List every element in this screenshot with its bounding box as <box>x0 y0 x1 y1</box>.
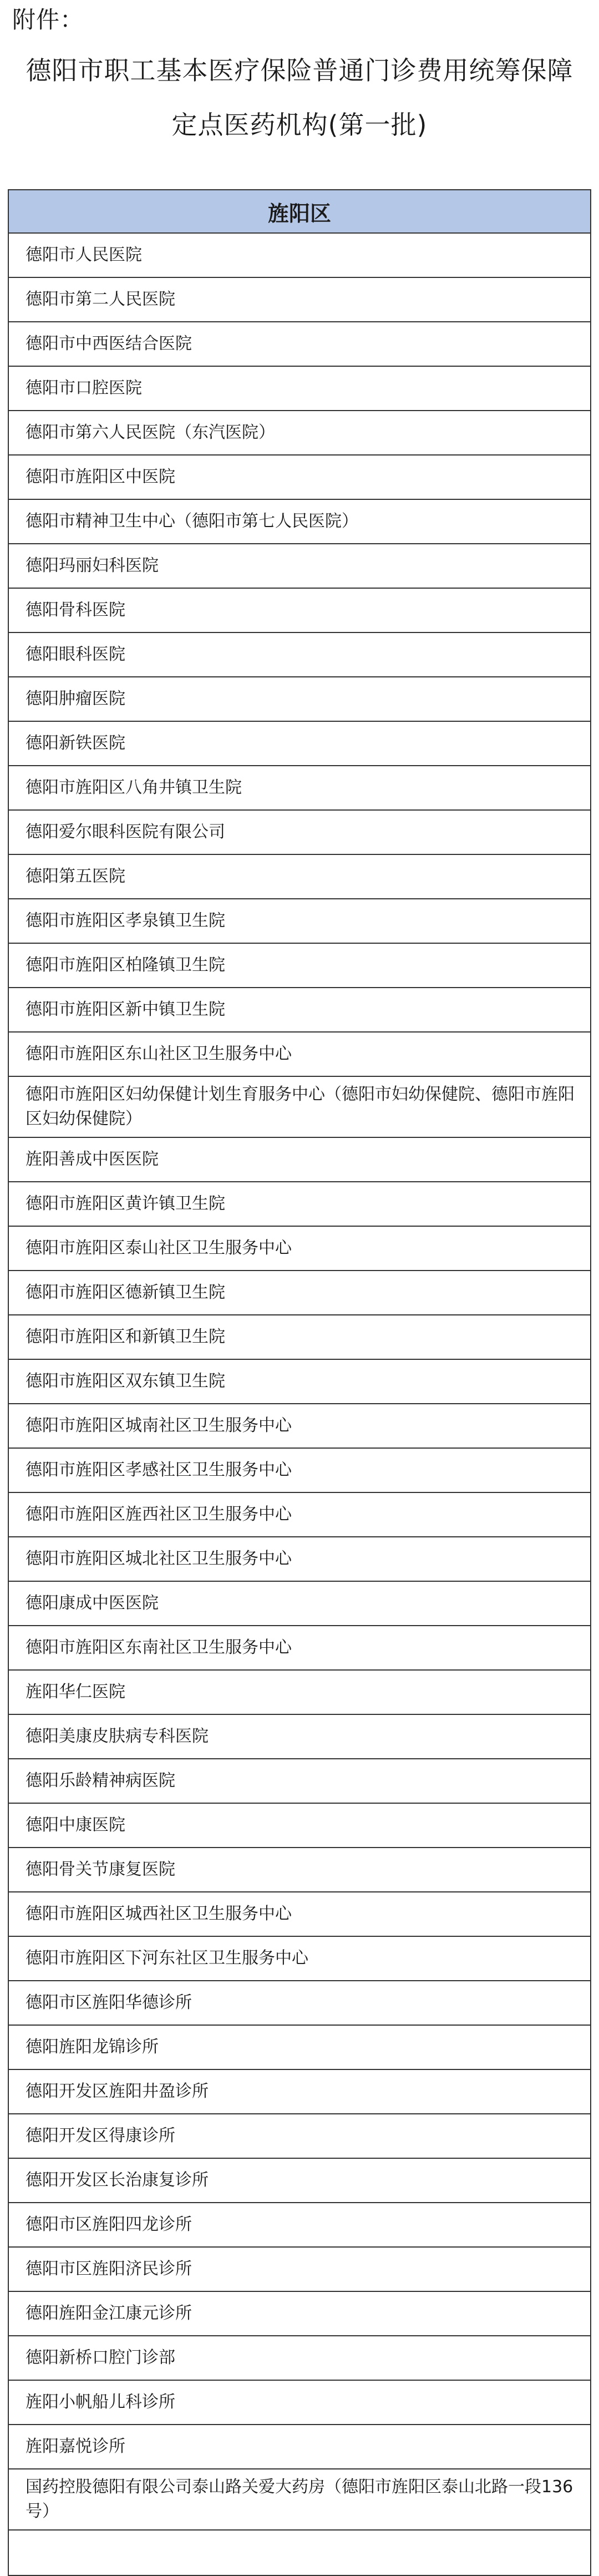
institution-name: 德阳新铁医院 <box>26 733 125 753</box>
institution-name: 德阳市旌阳区东南社区卫生服务中心 <box>26 1638 292 1657</box>
institution-name: 德阳骨关节康复医院 <box>26 1860 175 1879</box>
institution-name: 德阳市旌阳区泰山社区卫生服务中心 <box>26 1238 292 1258</box>
table-row <box>9 1449 590 1493</box>
institution-name: 德阳市区旌阳四龙诊所 <box>26 2215 192 2234</box>
document-title-line-1: 德阳市职工基本医疗保险普通门诊费用统筹保障 <box>26 55 573 85</box>
institution-name: 旌阳小帆船儿科诊所 <box>26 2392 175 2412</box>
table-row <box>9 544 590 589</box>
institution-name: 德阳市旌阳区中医院 <box>26 467 175 487</box>
institution-name: 德阳市旌阳区柏隆镇卫生院 <box>26 955 225 975</box>
table-row <box>9 2114 590 2159</box>
table-row <box>9 2336 590 2381</box>
table-row <box>9 677 590 722</box>
institution-name: 德阳美康皮肤病专科医院 <box>26 1727 209 1746</box>
institution-name: 德阳市旌阳区城南社区卫生服务中心 <box>26 1416 292 1435</box>
institution-name: 德阳市旌阳区城北社区卫生服务中心 <box>26 1549 292 1568</box>
institution-name: 德阳市旌阳区城西社区卫生服务中心 <box>26 1904 292 1924</box>
table-row <box>9 500 590 544</box>
institution-name: 德阳市旌阳区下河东社区卫生服务中心 <box>26 1949 308 1968</box>
institution-name: 德阳市旌阳区黄许镇卫生院 <box>26 1194 225 1213</box>
institution-name: 德阳市第六人民医院（东汽医院） <box>26 423 275 442</box>
table-row <box>9 1138 590 1182</box>
table-row <box>9 2026 590 2070</box>
table-row <box>9 944 590 988</box>
institution-name: 德阳市旌阳区旌西社区卫生服务中心 <box>26 1505 292 1524</box>
institution-name: 德阳第五医院 <box>26 867 125 886</box>
institution-name: 德阳市区旌阳济民诊所 <box>26 2259 192 2279</box>
table-row <box>9 2248 590 2292</box>
table-row <box>9 1582 590 1626</box>
institution-name: 德阳肿瘤医院 <box>26 689 125 708</box>
table-row <box>9 278 590 322</box>
institution-name: 德阳爱尔眼科医院有限公司 <box>26 822 225 842</box>
institution-name: 德阳市旌阳区双东镇卫生院 <box>26 1371 225 1391</box>
table-row <box>9 1227 590 1271</box>
table-row <box>9 2425 590 2469</box>
institution-name: 德阳市口腔医院 <box>26 378 142 398</box>
institution-name: 德阳乐龄精神病医院 <box>26 1771 175 1790</box>
institution-name: 德阳开发区长治康复诊所 <box>26 2170 209 2190</box>
table-row <box>9 722 590 766</box>
document-title <box>0 43 599 152</box>
table-row <box>9 855 590 899</box>
institution-name: 德阳旌阳金江康元诊所 <box>26 2304 192 2323</box>
table-row <box>9 2203 590 2248</box>
table-row <box>9 322 590 367</box>
institution-table <box>8 189 591 2576</box>
institution-name: 德阳市中西医结合医院 <box>26 334 192 353</box>
institution-name: 德阳市旌阳区和新镇卫生院 <box>26 1327 225 1347</box>
institution-name: 德阳市旌阳区孝泉镇卫生院 <box>26 911 225 930</box>
table-header-district: 旌阳区 <box>9 190 590 234</box>
institution-name: 德阳新桥口腔门诊部 <box>26 2348 175 2367</box>
table-row <box>9 1404 590 1449</box>
institution-name: 德阳市旌阳区东山社区卫生服务中心 <box>26 1044 292 1064</box>
table-row <box>9 2070 590 2114</box>
institution-name: 旌阳华仁医院 <box>26 1682 125 1702</box>
institution-name: 德阳市人民医院 <box>26 245 142 265</box>
table-row <box>9 589 590 633</box>
institution-name: 国药控股德阳有限公司泰山路关爱大药房（德阳市旌阳区泰山北路一段136号） <box>26 2477 573 2521</box>
table-row <box>9 1315 590 1360</box>
table-row <box>9 1759 590 1804</box>
table-row <box>9 2531 590 2575</box>
table-row <box>9 1493 590 1537</box>
institution-name: 德阳眼科医院 <box>26 645 125 664</box>
institution-name: 德阳市旌阳区八角井镇卫生院 <box>26 778 242 797</box>
table-row <box>9 633 590 677</box>
table-row <box>9 1077 590 1138</box>
institution-name: 德阳市区旌阳华德诊所 <box>26 1993 192 2012</box>
institution-name: 德阳市旌阳区妇幼保健计划生育服务中心（德阳市妇幼保健院、德阳市旌阳区妇幼保健院） <box>26 1085 575 1128</box>
table-row <box>9 1360 590 1404</box>
table-row <box>9 811 590 855</box>
table-row <box>9 411 590 456</box>
table-row <box>9 367 590 411</box>
institution-name: 旌阳善成中医医院 <box>26 1150 159 1169</box>
table-row <box>9 766 590 811</box>
table-row <box>9 1271 590 1315</box>
table-row <box>9 456 590 500</box>
institution-name: 旌阳嘉悦诊所 <box>26 2437 125 2456</box>
institution-name: 德阳开发区得康诊所 <box>26 2126 175 2145</box>
document-title-line-2: 定点医药机构(第一批) <box>171 110 428 140</box>
table-row <box>9 1715 590 1759</box>
institution-name: 德阳玛丽妇科医院 <box>26 556 159 575</box>
institution-name: 德阳开发区旌阳井盈诊所 <box>26 2082 209 2101</box>
table-row <box>9 1804 590 1848</box>
institution-name: 德阳市旌阳区孝感社区卫生服务中心 <box>26 1460 292 1480</box>
table-row <box>9 1848 590 1892</box>
table-row <box>9 1981 590 2026</box>
table-row <box>9 1671 590 1715</box>
institution-name: 德阳市第二人民医院 <box>26 290 175 309</box>
table-row <box>9 1537 590 1582</box>
table-row <box>9 2381 590 2425</box>
table-row <box>9 1033 590 1077</box>
table-row <box>9 2292 590 2336</box>
table-row <box>9 988 590 1033</box>
institution-name: 德阳市旌阳区新中镇卫生院 <box>26 1000 225 1019</box>
institution-name: 德阳市旌阳区德新镇卫生院 <box>26 1283 225 1302</box>
table-row <box>9 1182 590 1227</box>
institution-name: 德阳骨科医院 <box>26 600 125 620</box>
institution-name: 德阳旌阳龙锦诊所 <box>26 2037 159 2057</box>
table-row <box>9 234 590 278</box>
table-row <box>9 1892 590 1937</box>
attachment-label: 附件： <box>12 6 84 33</box>
table-row <box>9 2469 590 2531</box>
institution-name: 德阳市精神卫生中心（德阳市第七人民医院） <box>26 512 358 531</box>
table-body <box>9 234 590 2575</box>
table-row <box>9 899 590 944</box>
table-row <box>9 1937 590 1981</box>
table-row <box>9 1626 590 1671</box>
institution-name: 德阳康成中医医院 <box>26 1593 159 1613</box>
table-row <box>9 2159 590 2203</box>
institution-name: 德阳中康医院 <box>26 1815 125 1835</box>
